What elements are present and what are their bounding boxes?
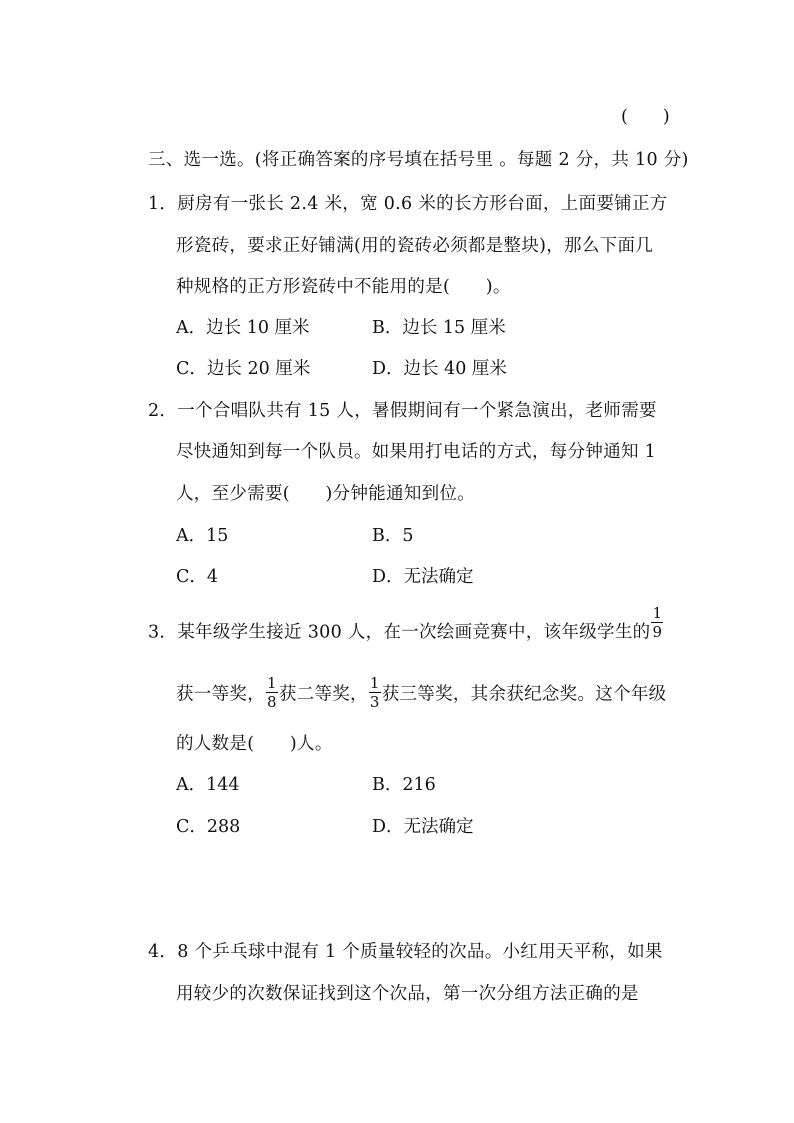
answer-parentheses: ( ) bbox=[621, 107, 670, 127]
question-3-line-2 bbox=[176, 674, 667, 712]
question-3-line-1 bbox=[148, 604, 664, 650]
question-2-line-2: 尽快通知到每一个队员。如果用打电话的方式，每分钟通知 1 bbox=[176, 442, 657, 462]
question-3-option-b: B．216 bbox=[372, 775, 436, 795]
fraction-numerator: 1 bbox=[369, 674, 380, 692]
question-1-line-2: 形瓷砖，要求正好铺满(用的瓷砖必须都是整块)，那么下面几 bbox=[176, 236, 654, 256]
fraction-denominator: 9 bbox=[652, 623, 663, 641]
question-1-line-1: 1．厨房有一张长 2.4 米，宽 0.6 米的长方形台面，上面要铺正方 bbox=[148, 194, 668, 214]
question-3-option-a: A．144 bbox=[176, 775, 240, 795]
question-3-line-2-text-b: 获二等奖， bbox=[278, 684, 368, 705]
question-1-option-b: B．边长 15 厘米 bbox=[372, 318, 506, 338]
question-2-option-d: D．无法确定 bbox=[372, 567, 474, 587]
fraction-one-ninth bbox=[651, 606, 663, 640]
question-4-line-1: 4．8 个乒乓球中混有 1 个质量较轻的次品。小红用天平称，如果 bbox=[148, 942, 663, 962]
question-3-line-1-text: 3．某年级学生接近 300 人，在一次绘画竞赛中，该年级学生的 bbox=[148, 622, 651, 643]
section-heading: 三、选一选。(将正确答案的序号填在括号里 。每题 2 分，共 10 分) bbox=[148, 150, 689, 170]
question-1-option-d: D．边长 40 厘米 bbox=[372, 359, 507, 379]
fraction-numerator: 1 bbox=[652, 604, 663, 622]
question-2-line-1: 2．一个合唱队共有 15 人，暑假期间有一个紧急演出，老师需要 bbox=[148, 401, 657, 421]
fraction-denominator: 3 bbox=[369, 693, 380, 711]
question-2-line-3: 人，至少需要( )分钟能通知到位。 bbox=[176, 484, 476, 504]
question-1-option-a: A．边长 10 厘米 bbox=[176, 318, 310, 338]
question-3-line-2-text-c: 获三等奖，其余获纪念奖。这个年级 bbox=[381, 684, 667, 705]
question-1-option-c: C．边长 20 厘米 bbox=[176, 359, 311, 379]
question-3-line-2-text-a: 获一等奖， bbox=[176, 684, 265, 705]
question-2-option-a: A．15 bbox=[176, 526, 229, 546]
fraction-one-eighth bbox=[266, 676, 278, 710]
question-4-line-2: 用较少的次数保证找到这个次品，第一次分组方法正确的是 bbox=[176, 984, 639, 1004]
question-3-option-d: D．无法确定 bbox=[372, 817, 474, 837]
fraction-denominator: 8 bbox=[267, 693, 277, 711]
fraction-numerator: 1 bbox=[267, 674, 277, 692]
question-3-line-3: 的人数是( )人。 bbox=[176, 734, 333, 754]
question-3-option-c: C．288 bbox=[176, 817, 241, 837]
question-2-option-b: B．5 bbox=[372, 526, 414, 546]
question-1-line-3: 种规格的正方形瓷砖中不能用的是( )。 bbox=[176, 277, 511, 297]
question-2-option-c: C．4 bbox=[176, 567, 219, 587]
fraction-one-third bbox=[369, 676, 381, 710]
